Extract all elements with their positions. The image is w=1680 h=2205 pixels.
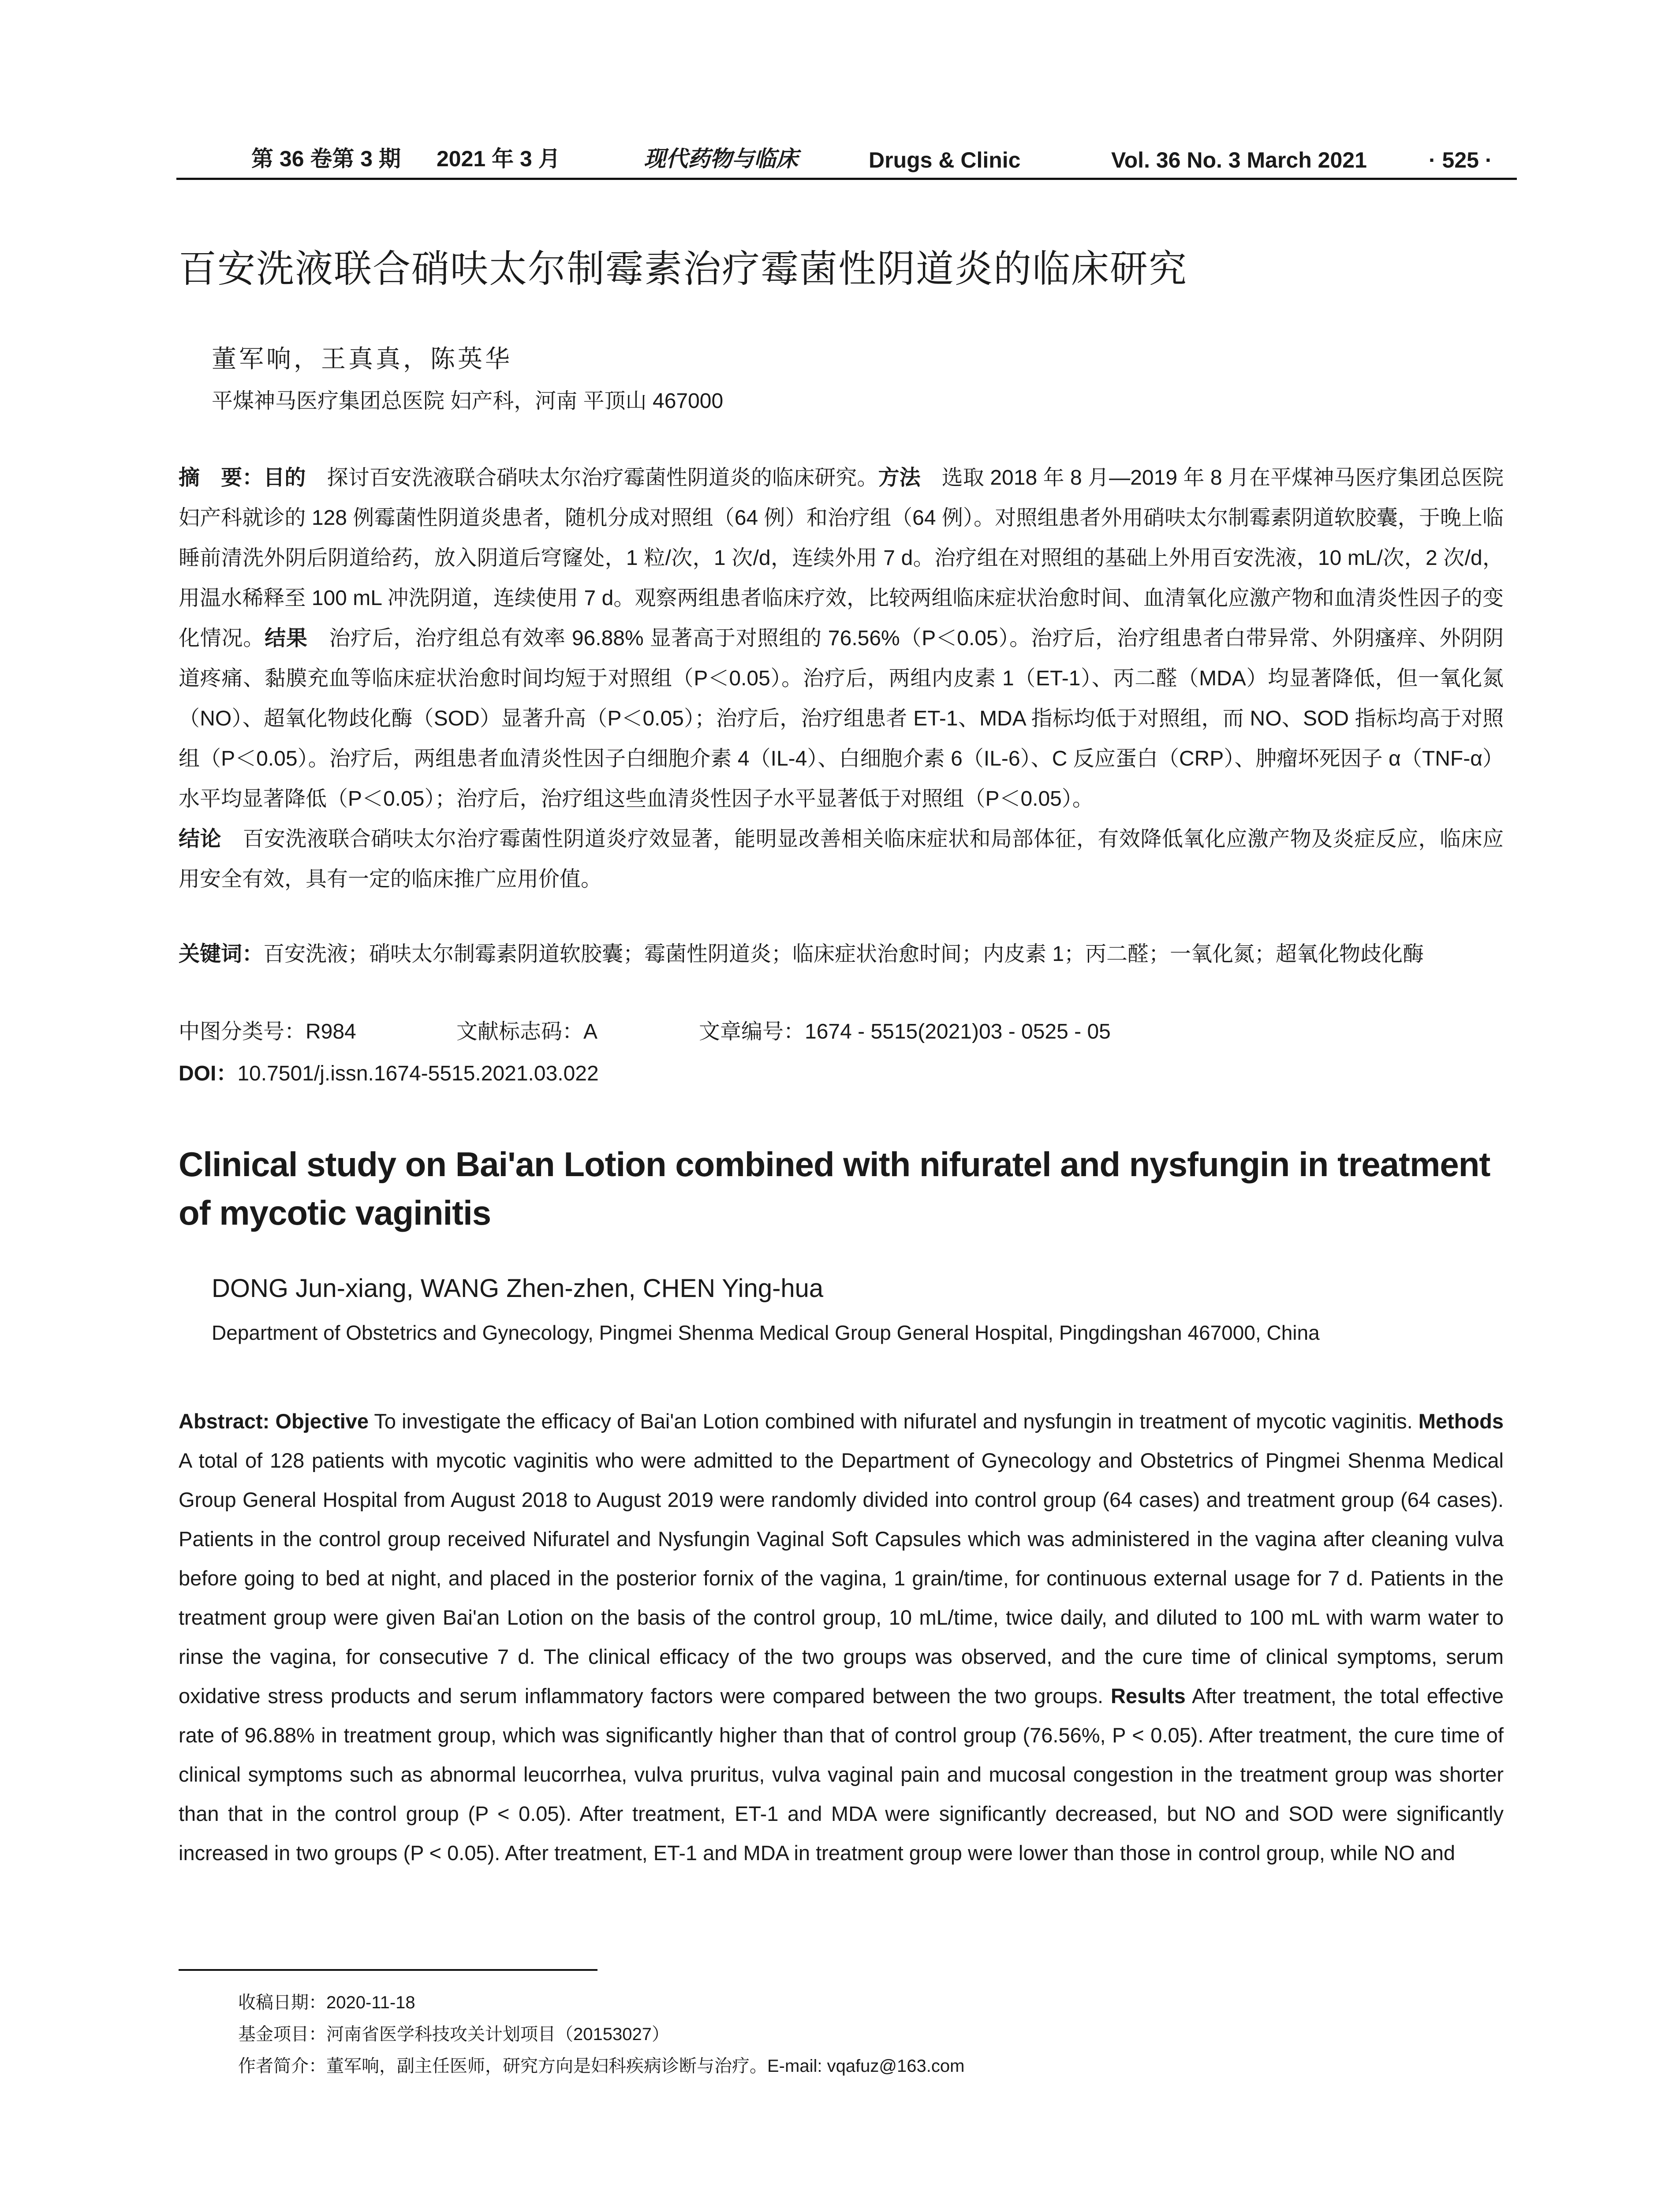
en-abstract — [179, 1401, 1504, 1872]
en-affiliation: Department of Obstetrics and Gynecology, Pingmei Shenma Medical Group General Hospital, Pingdingshan 467000, China — [212, 1321, 1320, 1344]
cn-abstract — [179, 458, 1504, 899]
doi-row — [179, 1056, 1504, 1087]
doi-label: DOI： — [179, 1062, 238, 1085]
en-results-label: Results — [1110, 1684, 1186, 1708]
header-issue-cn: 第 36 卷第 3 期 — [251, 146, 401, 171]
en-methods-text: A total of 128 patients with mycotic vaginitis who were admitted to the Department of Gynecology and Obstetrics of Pingmei Shenma Medical Group General Hospital from August 2018 to August 2019 were randomly divided into control group (64 cases) and treatment group (64 cases). Patients in the control group received Nifuratel and Nysfungin Vaginal Soft Capsules which was administered in the vagina after cleaning vulva before going to bed at night, and placed in the posterior fornix of the vagina, 1 grain/time, for continuous external usage for 7 d. Patients in the treatment group were given Bai'an Lotion on the basis of the control group, 10 mL/time, twice daily, and diluted to 100 mL with warm water to rinse the vagina, for consecutive 7 d. The clinical efficacy of the two groups was observed, and the cure time of clinical symptoms, serum oxidative stress products and serum inflammatory factors were compared between the two groups. — [179, 1449, 1504, 1708]
footnote-received-date: 收稿日期：2020-11-18 — [238, 1993, 415, 2012]
header-journal-en: Drugs & Clinic — [869, 148, 1021, 172]
footnotes — [238, 1987, 1473, 2082]
cn-methods-text: 选取 2018 年 8 月—2019 年 8 月在平煤神马医疗集团总医院妇产科就诊的 128 例霉菌性阴道炎患者，随机分成对照组（64 例）和治疗组（64 例）。对照组患者外用硝呋太尔制霉素阴道软胶囊，于晚上临睡前清洗外阴后阴道给药，放入阴道后穹窿处，1 粒/次，1 次/d，连续外用 7 d。治疗组在对照组的基础上外用百安洗液，10 mL/次，2 次/d，用温水稀释至 100 mL 冲洗阴道，连续使用 7 d。观察两组患者临床疗效，比较两组临床症状治愈时间、血清氧化应激产物和血清炎性因子的变化情况。 — [179, 466, 1504, 650]
header-date-cn: 2021 年 3 月 — [437, 146, 560, 171]
cn-results-label: 结果 — [265, 627, 308, 650]
en-title: Clinical study on Bai'an Lotion combined with nifuratel and nysfungin in treatment of mycotic vaginitis — [179, 1145, 1490, 1232]
en-authors: DONG Jun-xiang, WANG Zhen-zhen, CHEN Ying-hua — [212, 1274, 824, 1303]
clc-number: 中图分类号：R984 — [179, 1020, 356, 1043]
cn-title: 百安洗液联合硝呋太尔制霉素治疗霉菌性阴道炎的临床研究 — [179, 248, 1187, 290]
cn-objective-text: 探讨百安洗液联合硝呋太尔治疗霉菌性阴道炎的临床研究。 — [306, 466, 878, 490]
cn-objective-label: 目的 — [263, 466, 306, 490]
classification-row — [179, 1014, 1504, 1050]
cn-keywords-text: 百安洗液；硝呋太尔制霉素阴道软胶囊；霉菌性阴道炎；临床症状治愈时间；内皮素 1；丙二醛；一氧化氮；超氧化物歧化酶 — [263, 942, 1424, 966]
header-journal-cn: 现代药物与临床 — [644, 146, 798, 171]
cn-authors: 董军响，王真真，陈英华 — [212, 346, 512, 373]
en-objective-text: To investigate the efficacy of Bai'an Lotion combined with nifuratel and nysfungin in treatment of mycotic vaginitis. — [369, 1409, 1419, 1433]
footnote-rule — [179, 1969, 597, 1971]
en-results-text: After treatment, the total effective rate of 96.88% in treatment group, which was significantly higher than that of control group (76.56%, P < 0.05). After treatment, the cure time of clinical symptoms such as abnormal leucorrhea, vulva pruritus, vulva vaginal pain and mucosal congestion in the treatment group was shorter than that in the control group (P < 0.05). After treatment, ET-1 and MDA were significantly decreased, but NO and SOD were significantly increased in two groups (P < 0.05). After treatment, ET-1 and MDA in treatment group were lower than those in control group, while NO and — [179, 1684, 1504, 1865]
en-abstract-label: Abstract: — [179, 1409, 270, 1433]
cn-keywords — [179, 934, 1504, 974]
header-rule — [176, 178, 1517, 180]
cn-results-text: 治疗后，治疗组总有效率 96.88% 显著高于对照组的 76.56%（P＜0.05）。治疗后，治疗组患者白带异常、外阴瘙痒、外阴阴道疼痛、黏膜充血等临床症状治愈时间均短于对照组（P＜0.05）。治疗后，两组内皮素 1（ET-1）、丙二醛（MDA）均显著降低，但一氧化氮（NO）、超氧化物歧化酶（SOD）显著升高（P＜0.05）；治疗后，治疗组患者 ET-1、MDA 指标均低于对照组，而 NO、SOD 指标均高于对照组（P＜0.05）。治疗后，两组患者血清炎性因子白细胞介素 4（IL-4）、白细胞介素 6（IL-6）、C 反应蛋白（CRP）、肿瘤坏死因子 α（TNF-α）水平均显著降低（P＜0.05）；治疗后，治疗组这些血清炎性因子水平显著低于对照组（P＜0.05）。 — [179, 627, 1504, 811]
cn-conclusion-text: 百安洗液联合硝呋太尔治疗霉菌性阴道炎疗效显著，能明显改善相关临床症状和局部体征，有效降低氧化应激产物及炎症反应，临床应用安全有效，具有一定的临床推广应用价值。 — [179, 827, 1504, 891]
doi-value[interactable]: 10.7501/j.issn.1674-5515.2021.03.022 — [237, 1062, 599, 1085]
cn-keywords-label: 关键词： — [179, 942, 264, 966]
running-header — [176, 142, 1517, 177]
cn-methods-label: 方法 — [878, 466, 921, 490]
footnote-author-bio: 作者简介：董军响，副主任医师，研究方向是妇科疾病诊断与治疗。E-mail: vqafuz@163.com — [238, 2056, 965, 2076]
en-methods-label: Methods — [1418, 1409, 1504, 1433]
cn-affiliation: 平煤神马医疗集团总医院 妇产科，河南 平顶山 467000 — [212, 389, 724, 413]
document-code: 文献标志码：A — [456, 1020, 598, 1043]
footnote-fund: 基金项目：河南省医学科技攻关计划项目（20153027） — [238, 2025, 669, 2044]
cn-conclusion-label: 结论 — [179, 827, 221, 851]
header-page-number: · 525 · — [1429, 148, 1493, 172]
header-issue-en: Vol. 36 No. 3 March 2021 — [1111, 148, 1367, 172]
article-number: 文章编号：1674 - 5515(2021)03 - 0525 - 05 — [699, 1020, 1111, 1043]
en-objective-label: Objective — [275, 1409, 369, 1433]
cn-abstract-label: 摘 要： — [179, 466, 264, 490]
